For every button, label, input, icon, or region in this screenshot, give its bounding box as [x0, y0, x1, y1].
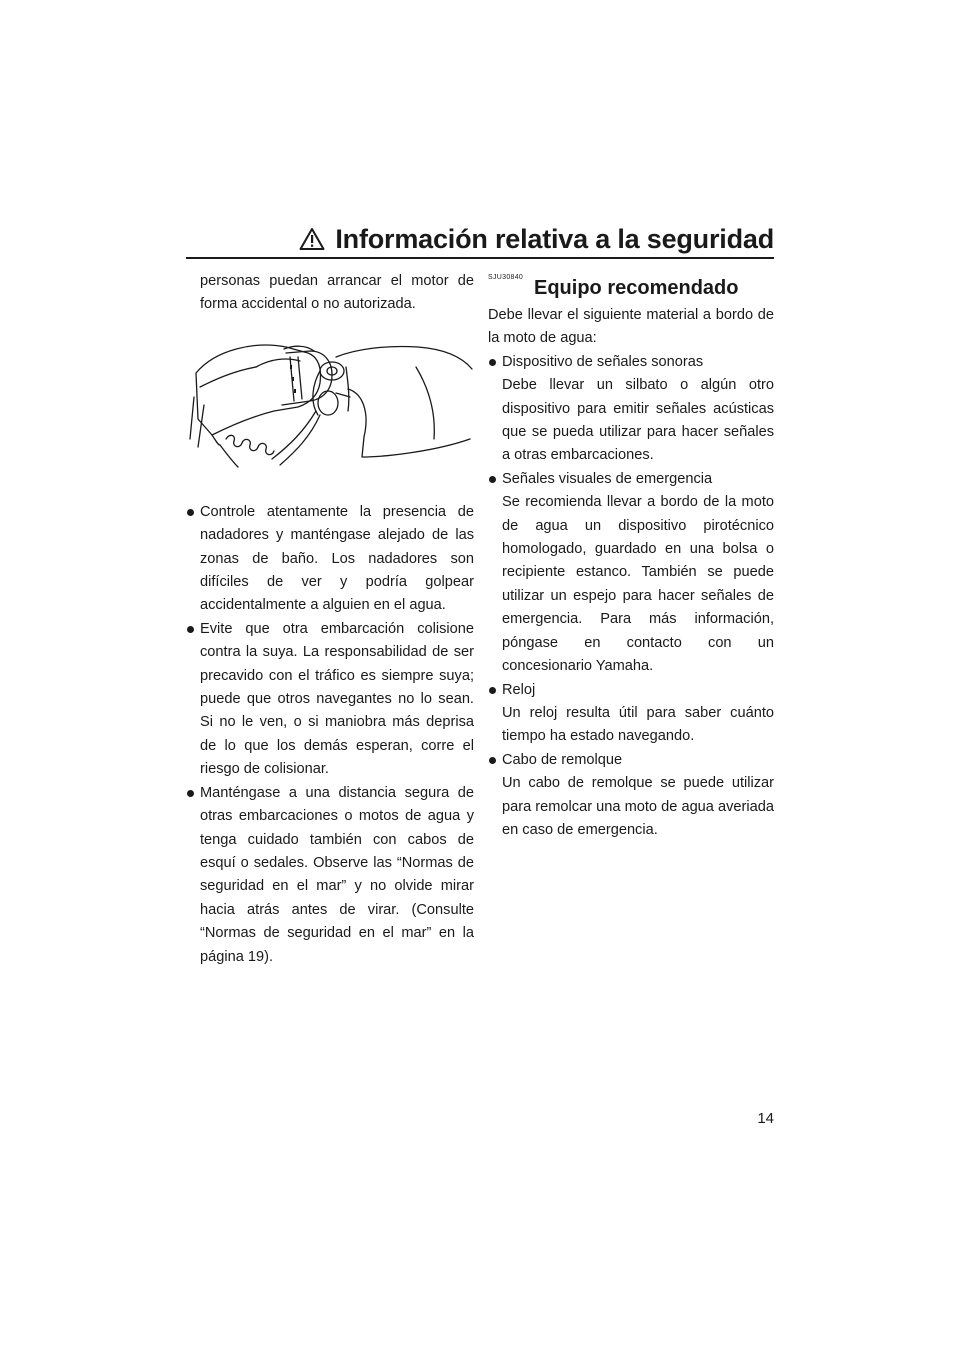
equipment-list	[488, 351, 774, 843]
page-number: 14	[757, 1110, 774, 1127]
list-item-description: Se recomienda llevar a bordo de la moto de agua un dispositivo pirotécnico homologado, guardado en una bolsa o recipiente estanco. También se puede utilizar un espejo para hacer señales de emergencia. Para más información, póngase en contacto con un concesionario Yamaha.	[502, 494, 774, 675]
list-item	[488, 468, 774, 679]
header-divider	[186, 257, 774, 259]
list-item-title: Señales visuales de emergencia	[502, 470, 713, 487]
list-item	[186, 618, 474, 782]
page-header	[186, 222, 774, 256]
list-item-title: Cabo de remolque	[502, 751, 623, 768]
bullet-dot-icon	[489, 687, 496, 694]
list-item-text: Manténgase a una distancia segura de otras embarcaciones o motos de agua y tenga cuidado también con cabos de esquí o sedales. Observe las “Normas de seguridad en el mar” y no olvide mirar hacia atrás antes de virar. (Consulte “Normas de seguridad en el mar” en la página 19).	[200, 784, 474, 965]
list-item-text: Controle atentamente la presencia de nadadores y manténgase alejado de las zonas de baño. Los nadadores son difíciles de ver y podría golpear accidentalmente a alguien en el agua.	[200, 503, 474, 614]
lanyard-illustration	[186, 327, 474, 487]
section-intro: Debe llevar el siguiente material a bordo de la moto de agua:	[488, 307, 774, 347]
section-title: Equipo recomendado	[534, 277, 739, 299]
bullet-dot-icon	[489, 757, 496, 764]
bullet-dot-icon	[489, 476, 496, 483]
bullet-dot-icon	[489, 359, 496, 366]
continued-paragraph: personas puedan arrancar el motor de forma accidental o no autorizada.	[200, 273, 474, 313]
page-title: Información relativa a la seguridad	[335, 223, 774, 254]
list-item-description: Debe llevar un silbato o algún otro dispositivo para emitir señales acústicas que se pueda utilizar para hacer señales a otras embarcaciones.	[502, 377, 774, 464]
list-item	[488, 679, 774, 749]
section-code: SJU30840	[488, 274, 524, 281]
list-item	[488, 351, 774, 468]
list-item-description: Un reloj resulta útil para saber cuánto tiempo ha estado navegando.	[502, 704, 774, 745]
left-column	[186, 270, 474, 969]
illustration-lanyard-wrist	[186, 327, 474, 487]
list-item-title: Reloj	[502, 681, 536, 698]
bullet-dot-icon	[187, 790, 194, 797]
list-item	[186, 501, 474, 618]
list-item-description: Un cabo de remolque se puede utilizar para remolcar una moto de agua averiada en caso de emergencia.	[502, 775, 774, 838]
bullet-dot-icon	[187, 626, 194, 633]
warning-triangle-icon	[299, 227, 325, 251]
list-item-text: Evite que otra embarcación colisione contra la suya. La responsabilidad de ser precavido con el tráfico es siempre suya; puede que otros navegantes no lo sean. Si no le ven, o si maniobra más deprisa de lo que los demás esperan, corre el riesgo de colisionar.	[200, 620, 474, 778]
list-item	[488, 749, 774, 843]
list-item	[186, 782, 474, 969]
list-item-title: Dispositivo de señales sonoras	[502, 353, 704, 370]
safety-bullet-list	[186, 501, 474, 969]
right-column	[488, 270, 774, 842]
bullet-dot-icon	[187, 509, 194, 516]
